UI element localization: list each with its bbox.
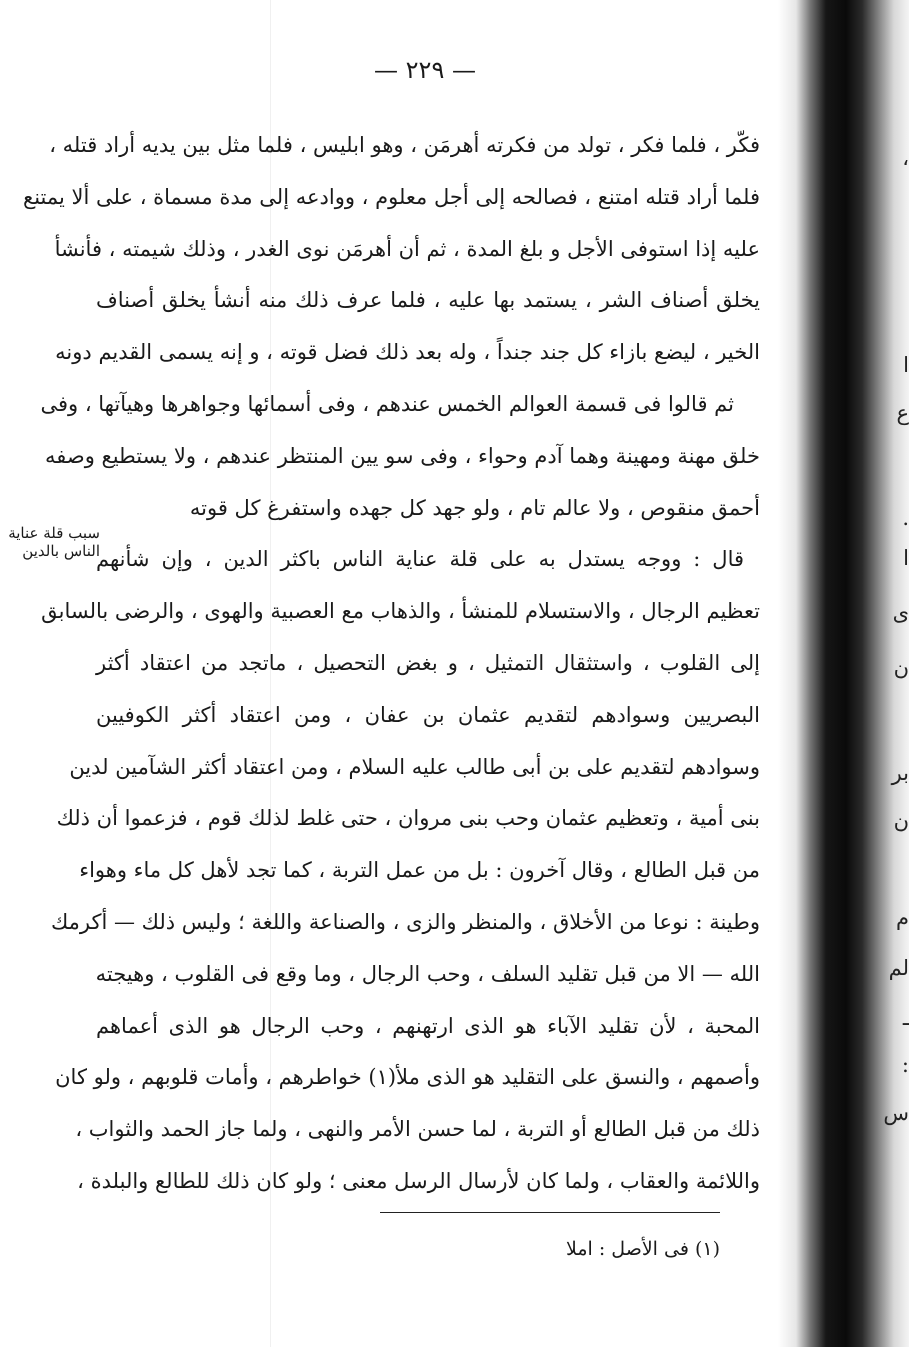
text-line: بنى أمية ، وتعظيم عثمان وحب بنى مروان ، حتى غلط لذلك قوم ، فزعموا أن ذلك — [56, 806, 760, 831]
adjacent-page-fragment: م — [895, 906, 909, 930]
text-line: من قبل الطالع ، وقال آخرون : بل من عمل التربة ، كما تجد لأهل كل ماء وهواء — [79, 858, 760, 883]
text-line: قال : ووجه يستدل به على قلة عناية الناس باكثر الدين ، وإن شأنهم — [96, 547, 744, 572]
text-line: فكّر ، فلما فكر ، تولد من فكرته أهرمَن ، وهو ابليس ، فلما مثل بين يديه أراد قتله ، — [49, 133, 760, 157]
text-line: واللائمة والعقاب ، ولما كان لأرسال الرسل معنى ؛ ولو كان ذلك للطالع والبلدة ، — [77, 1168, 760, 1193]
text-line: فلما أراد قتله امتنع ، فصالحه إلى أجل معلوم ، ووادعه إلى مدة مسماة ، على ألا يمتنع — [23, 184, 760, 209]
text-line: تعظيم الرجال ، والاستسلام للمنشأ ، والذهاب مع العصبية والهوى ، والرضى بالسابق — [41, 599, 760, 624]
adjacent-page-fragment: س — [883, 1101, 909, 1125]
footnote: (١) فى الأصل : املا — [566, 1238, 720, 1260]
adjacent-page-fragment: لم — [888, 956, 909, 980]
adjacent-page-fragment: : — [901, 1053, 909, 1077]
text-line: عليه إذا استوفى الأجل و بلغ المدة ، ثم أن أهرمَن نوى الغدر ، وذلك شيمته ، فأنشأ — [54, 236, 760, 261]
page-number: — ٢٢٩ — — [374, 56, 476, 84]
text-line: وطينة : نوعا من الأخلاق ، والمنظر والزى ، والصناعة واللغة ؛ وليس ذلك — أكرمك — [50, 909, 760, 934]
adjacent-page-fragment: ـ — [902, 1006, 909, 1030]
adjacent-page-fragment: بر — [891, 761, 909, 785]
adjacent-page-fragment: ع — [896, 401, 909, 425]
text-line: وأصمهم ، والنسق على التقليد هو الذى ملأ(١) خواطرهم ، وأمات قلوبهم ، ولو كان — [55, 1065, 760, 1090]
text-line: يخلق أصناف الشر ، يستمد بها عليه ، فلما عرف ذلك منه أنشأ يخلق أصناف — [96, 288, 760, 313]
text-line: الله — الا من قبل تقليد السلف ، وحب الرجال ، وما وقع فى القلوب ، وهيجته — [95, 961, 760, 986]
adjacent-page-fragment: ا — [903, 546, 909, 570]
text-line: البصريين وسوادهم لتقديم عثمان بن عفان ، ومن اعتقاد أكثر الكوفيين — [96, 702, 760, 727]
adjacent-page-fragment: ، — [902, 146, 909, 170]
adjacent-page-fragment: ن — [893, 809, 909, 833]
adjacent-page-fragment: ن — [893, 656, 909, 680]
adjacent-page-fragment: . — [902, 506, 909, 530]
text-line: خلق مهنة ومهينة وهما آدم وحواء ، وفى سو يين المنتظر عندهم ، ولا يستطيع وصفه — [44, 443, 760, 468]
text-line: المحبة ، لأن تقليد الآباء هو الذى ارتهنهم ، وحب الرجال هو الذى أعماهم — [96, 1013, 760, 1038]
text-line: الخير ، ليضع بازاء كل جند جنداً ، وله بعد ذلك فضل قوته ، و إنه يسمى القديم دونه — [55, 340, 760, 365]
adjacent-page-fragment: ى — [892, 601, 909, 625]
text-line: وسوادهم لتقديم على بن أبى طالب عليه السلام ، ومن اعتقاد أكثر الشآمين لدين — [69, 754, 760, 779]
text-line: ذلك من قبل الطالع أو التربة ، لما حسن الأمر والنهى ، ولما جاز الحمد والثواب ، — [75, 1117, 760, 1142]
margin-note — [0, 524, 100, 560]
text-line: إلى القلوب ، واستثقال التمثيل ، و بغض التحصيل ، ماتجد من اعتقاد أكثر — [96, 650, 760, 675]
text-line: أحمق منقوص ، ولا عالم تام ، ولو جهد كل جهده واستفرغ كل قوته — [189, 495, 760, 520]
footnote-rule — [380, 1212, 720, 1213]
text-line: ثم قالوا فى قسمة العوالم الخمس عندهم ، وفى أسمائها وجواهرها وهيآتها ، وفى — [40, 391, 734, 416]
adjacent-page-fragment: ا — [903, 353, 909, 377]
margin-note-line: الناس بالدين — [22, 542, 100, 560]
margin-note-line: سبب قلة عناية — [8, 524, 100, 542]
